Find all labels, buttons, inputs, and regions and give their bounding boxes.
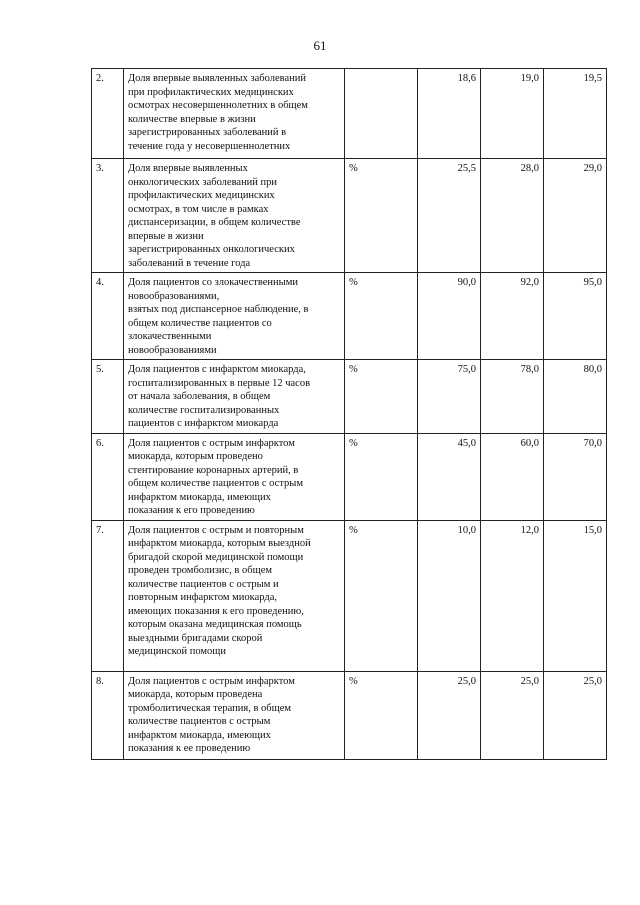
indicator-name-line: диспансеризации, в общем количестве <box>128 217 301 228</box>
indicator-name <box>124 520 345 671</box>
table-row <box>92 273 607 360</box>
indicator-name <box>124 159 345 273</box>
indicator-name-line: количестве впервые в жизни <box>128 113 256 125</box>
indicator-name-line: показания к его проведению <box>128 505 255 516</box>
indicator-name-line: выездными бригадами скорой <box>128 632 263 644</box>
indicator-name-line: бригадой скорой медицинской помощи <box>128 551 304 563</box>
indicator-name-line: заболеваний в течение года <box>128 257 251 269</box>
indicator-name-line: Доля пациентов с инфарктом миокарда, <box>128 364 306 375</box>
indicator-name-line: осмотрах несовершеннолетних в общем <box>128 100 308 111</box>
unit-cell <box>345 69 418 159</box>
value-cell-2: 28,0 <box>481 159 544 273</box>
table-row <box>92 69 607 159</box>
indicator-name <box>124 671 345 759</box>
indicator-name-line: количестве пациентов с острым <box>128 716 271 727</box>
indicator-name-line: тромболитическая терапия, в общем <box>128 702 292 714</box>
unit-cell: % <box>345 433 418 520</box>
value-cell-3: 80,0 <box>544 360 607 434</box>
indicator-name-line: медицинской помощи <box>128 646 226 657</box>
table-row <box>92 360 607 434</box>
value-cell-3: 15,0 <box>544 520 607 671</box>
indicator-name-line: госпитализированных в первые 12 часов <box>128 377 311 389</box>
indicators-table-body <box>92 69 607 760</box>
indicator-name-line: течение года у несовершеннолетних <box>128 140 291 152</box>
indicator-name-line: общем количестве пациентов со <box>128 317 272 329</box>
value-cell-2: 78,0 <box>481 360 544 434</box>
indicator-name-line: имеющих показания к его проведению, <box>128 605 304 617</box>
unit-cell: % <box>345 273 418 360</box>
table-row <box>92 159 607 273</box>
unit-cell: % <box>345 671 418 759</box>
value-cell-2: 19,0 <box>481 69 544 159</box>
indicator-name-line: количестве госпитализированных <box>128 404 280 416</box>
value-cell-1: 25,0 <box>418 671 481 759</box>
row-number: 6. <box>92 433 124 520</box>
indicator-name <box>124 273 345 360</box>
indicator-name-line: инфарктом миокарда, имеющих <box>128 491 271 503</box>
indicator-name-line: Доля впервые выявленных <box>128 163 248 174</box>
indicator-name-line: Доля пациентов с острым инфарктом <box>128 675 295 687</box>
indicator-name-line: стентирование коронарных артерий, в <box>128 464 299 476</box>
indicator-name-line: Доля пациентов с острым и повторным <box>128 524 304 536</box>
indicator-name-line: от начала заболевания, в общем <box>128 391 271 402</box>
page-number: 61 <box>313 38 327 53</box>
value-cell-1: 10,0 <box>418 520 481 671</box>
indicator-name-line: профилактических медицинских <box>128 190 275 201</box>
value-cell-2: 25,0 <box>481 671 544 759</box>
table-row <box>92 433 607 520</box>
indicator-name-line: при профилактических медицинских <box>128 86 294 98</box>
row-number: 2. <box>92 69 124 159</box>
table-row <box>92 520 607 671</box>
indicator-name-line: взятых под диспансерное наблюдение, в <box>128 304 309 315</box>
indicator-name-line: Доля впервые выявленных заболеваний <box>128 73 306 84</box>
indicator-name-line: показания к ее проведению <box>128 743 251 754</box>
value-cell-2: 12,0 <box>481 520 544 671</box>
indicator-name-line: миокарда, которым проведена <box>128 689 263 700</box>
indicator-name-line: онкологических заболеваний при <box>128 176 278 188</box>
indicator-name <box>124 69 345 159</box>
value-cell-1: 45,0 <box>418 433 481 520</box>
indicator-name-line: пациентов с инфарктом миокарда <box>128 418 279 429</box>
indicator-name-line: инфарктом миокарда, имеющих <box>128 729 271 741</box>
value-cell-1: 25,5 <box>418 159 481 273</box>
row-number: 5. <box>92 360 124 434</box>
indicator-name-line: новообразованиями <box>128 344 217 356</box>
value-cell-3: 95,0 <box>544 273 607 360</box>
indicator-name-line: общем количестве пациентов с острым <box>128 478 303 489</box>
value-cell-1: 75,0 <box>418 360 481 434</box>
indicator-name-line: инфарктом миокарда, которым выездной <box>128 538 311 549</box>
value-cell-3: 70,0 <box>544 433 607 520</box>
value-cell-1: 90,0 <box>418 273 481 360</box>
value-cell-3: 19,5 <box>544 69 607 159</box>
indicator-name-line: впервые в жизни <box>128 230 204 242</box>
value-cell-3: 29,0 <box>544 159 607 273</box>
value-cell-3: 25,0 <box>544 671 607 759</box>
indicator-name-line: новообразованиями, <box>128 290 220 302</box>
unit-cell: % <box>345 360 418 434</box>
indicator-name-line: проведен тромболизис, в общем <box>128 565 273 576</box>
indicator-name-line: зарегистрированных онкологических <box>128 244 295 255</box>
unit-cell: % <box>345 520 418 671</box>
indicator-name-line: повторным инфарктом миокарда, <box>128 592 277 603</box>
row-number: 7. <box>92 520 124 671</box>
indicators-table <box>91 68 607 760</box>
indicator-name-line: Доля пациентов с острым инфарктом <box>128 437 295 449</box>
indicator-name-line: зарегистрированных заболеваний в <box>128 127 287 138</box>
indicator-name <box>124 360 345 434</box>
value-cell-2: 60,0 <box>481 433 544 520</box>
indicator-name-line: Доля пациентов со злокачественными <box>128 277 298 288</box>
indicator-name <box>124 433 345 520</box>
indicator-name-line: которым оказана медицинская помощь <box>128 619 302 630</box>
row-number: 4. <box>92 273 124 360</box>
indicator-name-line: осмотрах, в том числе в рамках <box>128 203 269 215</box>
indicator-name-line: количестве пациентов с острым и <box>128 578 279 590</box>
unit-cell: % <box>345 159 418 273</box>
value-cell-2: 92,0 <box>481 273 544 360</box>
row-number: 3. <box>92 159 124 273</box>
indicator-name-line: миокарда, которым проведено <box>128 451 263 462</box>
table-row <box>92 671 607 759</box>
row-number: 8. <box>92 671 124 759</box>
indicator-name-line: злокачественными <box>128 331 212 342</box>
value-cell-1: 18,6 <box>418 69 481 159</box>
